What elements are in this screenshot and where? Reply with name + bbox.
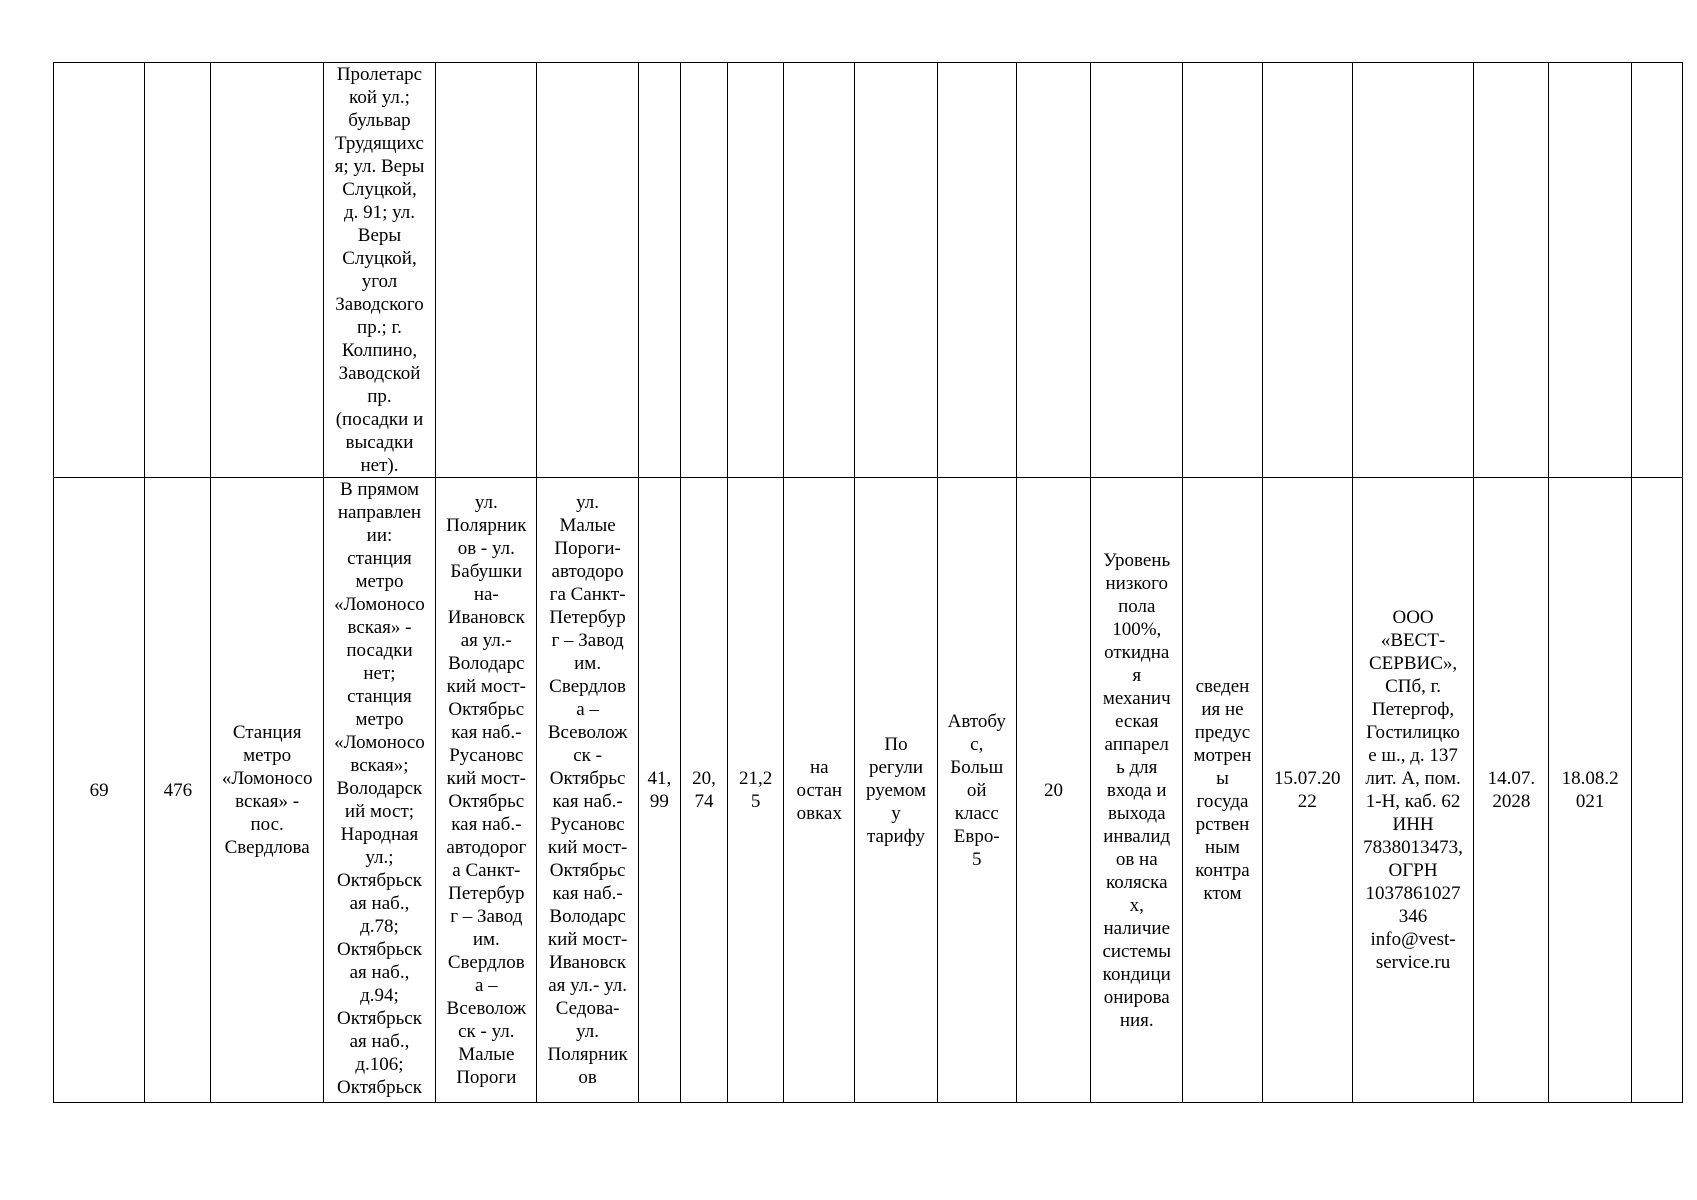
cell-vehicle-type	[937, 63, 1016, 478]
cell-length-avg: 21,2 5	[728, 478, 784, 1103]
cell-vehicle-count: 20	[1016, 478, 1090, 1103]
cell-contract-info: сведен ия не предус мотрен ы госуда рствен ным контра ктом	[1183, 478, 1262, 1103]
cell-start-date	[1262, 63, 1352, 478]
cell-vehicle-characteristics: Уровень низкого пола 100%, откидна я механич еская аппарел ь для входа и выхода инвалид ов на коляска х, наличие системы кондици онирова ния.	[1091, 478, 1183, 1103]
table-row	[54, 63, 1683, 478]
cell-fare-type	[855, 63, 937, 478]
table-row	[54, 478, 1683, 1103]
cell-length-backward: 20, 74	[680, 478, 727, 1103]
cell-vehicle-characteristics	[1091, 63, 1183, 478]
cell-streets-forward	[436, 63, 537, 478]
cell-boarding-order: на остан овках	[784, 478, 855, 1103]
cell-extra	[1631, 63, 1682, 478]
cell-length-forward	[638, 63, 680, 478]
cell-length-forward: 41, 99	[638, 478, 680, 1103]
cell-vehicle-count	[1016, 63, 1090, 478]
cell-carrier	[1352, 63, 1473, 478]
cell-extra	[1631, 478, 1682, 1103]
cell-route-number: 476	[145, 478, 211, 1103]
cell-route-number	[145, 63, 211, 478]
cell-end-date	[1474, 63, 1549, 478]
cell-streets-backward: ул. Малые Пороги- автодоро га Санкт- Петербур г – Завод им. Свердлов а – Всеволож ск - Октябрьс кая наб.- Русановс кий мост- Октябрьс кая наб.- Володарс кий мост- Ивановск ая ул.- ул. Седова- ул. Полярник ов	[537, 478, 638, 1103]
cell-registry-date: 18.08.2 021	[1549, 478, 1631, 1103]
cell-stops: Пролетарс кой ул.; бульвар Трудящихс я; ул. Веры Слуцкой, д. 91; ул. Веры Слуцкой, угол Заводского пр.; г. Колпино, Заводской пр. (посадки и высадки нет).	[323, 63, 435, 478]
cell-number	[54, 63, 145, 478]
cell-streets-backward	[537, 63, 638, 478]
cell-stops: В прямом направлен ии: станция метро «Ломоносо вская» - посадки нет; станция метро «Ломоносо вская»; Володарск ий мост; Народная ул.; Октябрьск ая наб., д.78; Октябрьск ая наб., д.94; Октябрьск ая наб., д.106; Октябрьск	[323, 478, 435, 1103]
cell-start-date: 15.07.20 22	[1262, 478, 1352, 1103]
cell-carrier: ООО «ВЕСТ- СЕРВИС», СПб, г. Петергоф, Гостилицко е ш., д. 137 лит. А, пом. 1-Н, каб. 62 ИНН 7838013473, ОГРН 1037861027 346 info@vest- service.ru	[1352, 478, 1473, 1103]
cell-streets-forward: ул. Полярник ов - ул. Бабушки на- Ивановск ая ул.- Володарс кий мост- Октябрьс кая наб.- Русановс кий мост- Октябрьс кая наб.- автодорог а Санкт- Петербур г – Завод им. Свердлов а – Всеволож ск - ул. Малые Пороги	[436, 478, 537, 1103]
cell-fare-type: По регули руемом у тарифу	[855, 478, 937, 1103]
cell-contract-info	[1183, 63, 1262, 478]
route-registry-table	[53, 62, 1683, 1103]
cell-length-backward	[680, 63, 727, 478]
cell-vehicle-type: Автобу с, Больш ой класс Евро- 5	[937, 478, 1016, 1103]
cell-registry-date	[1549, 63, 1631, 478]
cell-boarding-order	[784, 63, 855, 478]
cell-end-date: 14.07. 2028	[1474, 478, 1549, 1103]
cell-route-name: Станция метро «Ломоносо вская» - пос. Свердлова	[211, 478, 323, 1103]
cell-length-avg	[728, 63, 784, 478]
cell-route-name	[211, 63, 323, 478]
cell-number: 69	[54, 478, 145, 1103]
